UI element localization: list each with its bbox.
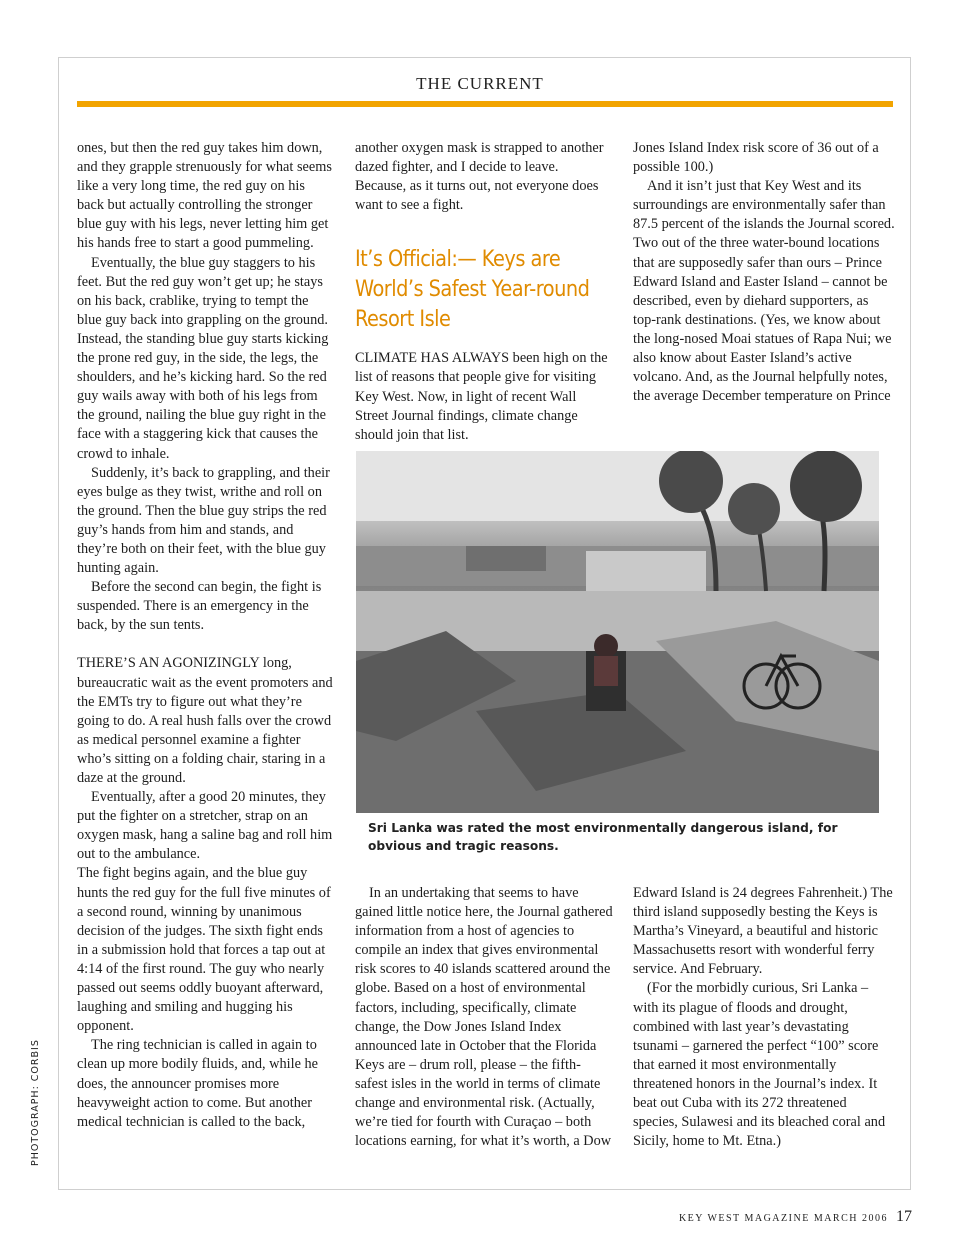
lead-paragraph: CLIMATE HAS ALWAYS been high on the list of reasons that people give for visiting Key West. Now, in light of recent Wall Street Journal findings, climate change should join that list. <box>355 350 608 443</box>
paragraph: THERE’S AN AGONIZINGLY long, bureaucratic wait as the event promoters and the EMTs try to figure out what they’re going to do. A real hush falls over the crowd as medical personnel examine a fighter who’s sitting on a folding chair, staring in a daze at the ground. <box>77 655 333 786</box>
page-number: 17 <box>896 1208 912 1225</box>
article-headline: It’s Official:— Keys are World’s Safest Year-round Resort Isle <box>355 247 590 333</box>
paragraph: And it isn’t just that Key West and its surroundings are environmentally safer than 87.5 percent of the islands the Journal scored. Two out of the three water-bound locations that are supposedly safer than ours – Prince Edward Island and Easter Island – cannot be described, even by diehard supporters, as top-rank destinations. (Yes, we know about the long-nosed Moai statues of Rapa Nui; we also know about Easter Island’s active volcano. And, as the Journal helpfully notes, the average December temperature on Prince <box>633 178 895 405</box>
tsunami-photo <box>356 451 879 813</box>
page-footer <box>679 1208 912 1226</box>
paragraph: Before the second can begin, the fight is suspended. There is an emergency in the back, by the sun tents. <box>77 579 322 634</box>
paragraph: another oxygen mask is strapped to another dazed fighter, and I decide to leave. Because, as it turns out, not everyone does want to see a fight. <box>355 140 604 214</box>
paragraph: Suddenly, it’s back to grappling, and their eyes bulge as they twist, writhe and roll on the ground. Then the blue guy strips the red guy’s hands from him and stands, and they’re both on their feet, with the blue guy hunting again. <box>77 464 330 577</box>
paragraph: In an undertaking that seems to have gained little notice here, the Journal gathered information from a host of agencies to compile an index that gives environmental risk scores to 40 islands scattered around the globe. Based on a host of environmental factors, including, specifically, climate change, the Dow Jones Island Index announced late in October that the Florida Keys are – drum roll, please – the fifth-safest isles in the world in terms of climate change and environmental risk. (Actually, we’re tied for fourth with Curaçao – both locations earning, for what it’s worth, a Dow <box>355 885 613 1150</box>
paragraph: Eventually, after a good 20 minutes, they put the fighter on a stretcher, strap on an oxygen mask, hang a saline bag and roll him out to the ambulance. <box>77 789 333 863</box>
column-2-top <box>355 139 613 445</box>
paragraph: The fight begins again, and the blue guy hunts the red guy for the full five minutes of a second round, winning by unanimous decision of the judges. The sixth fight ends in a submission hold that forces a tap out at 4:14 of the first round. The guy who nearly passed out seems oddly buoyant afterward, laughing and smiling and hugging his opponent. <box>77 865 331 1035</box>
paragraph: (For the morbidly curious, Sri Lanka – with its plague of floods and drought, combined with last year’s devastating tsunami – garnered the perfect “100” score that earned it most environmentally threatened honors in the Journal’s index. It beat out Cuba with its 272 threatened species, Sulawesi and its bleached coral and Sicily, home to Mt. Etna.) <box>633 980 886 1150</box>
column-2-bottom <box>355 884 613 1151</box>
issue-date: MARCH 2006 <box>813 1213 888 1224</box>
column-3-top <box>633 139 895 406</box>
rubble-scene-image <box>356 451 879 813</box>
column-1 <box>77 139 335 1132</box>
header-rule <box>77 101 893 107</box>
photo-caption: Sri Lanka was rated the most environmentally dangerous island, for obvious and tragic reasons. <box>368 821 838 853</box>
paragraph: Jones Island Index risk score of 36 out of a possible 100.) <box>633 140 879 176</box>
section-header: THE CURRENT <box>416 74 544 93</box>
photo-credit: PHOTOGRAPH: CORBIS <box>30 1039 41 1166</box>
column-3-bottom <box>633 884 895 1151</box>
paragraph: Edward Island is 24 degrees Fahrenheit.) The third island supposedly besting the Keys is Martha’s Vineyard, a beautiful and historic Massachusetts resort with wonderful ferry service. And February. <box>633 885 893 978</box>
paragraph: Eventually, the blue guy staggers to his feet. But the red guy won’t get up; he stays on his back, crablike, trying to tempt the blue guy back into grappling on the ground. Instead, the standing blue guy starts kicking the prone red guy, in the side, the legs, the shoulders, and he’s kicking hard. So the red guy wails away with both of his legs from the ground, nailing the blue guy right in the face with a staggering kick that causes the crowd to inhale. <box>77 254 329 462</box>
paragraph: The ring technician is called in again to clean up more bodily fluids, and, while he does, the announcer promises more heavyweight action to come. But another medical technician is called to the back, <box>77 1037 319 1130</box>
magazine-name: KEY WEST MAGAZINE <box>678 1213 810 1224</box>
paragraph: ones, but then the red guy takes him down, and they grapple strenuously for what seems like a very long time, the red guy on his back but actually controlling the stronger blue guy with his legs, never letting him get his hands free to start a good pummeling. <box>77 140 332 252</box>
